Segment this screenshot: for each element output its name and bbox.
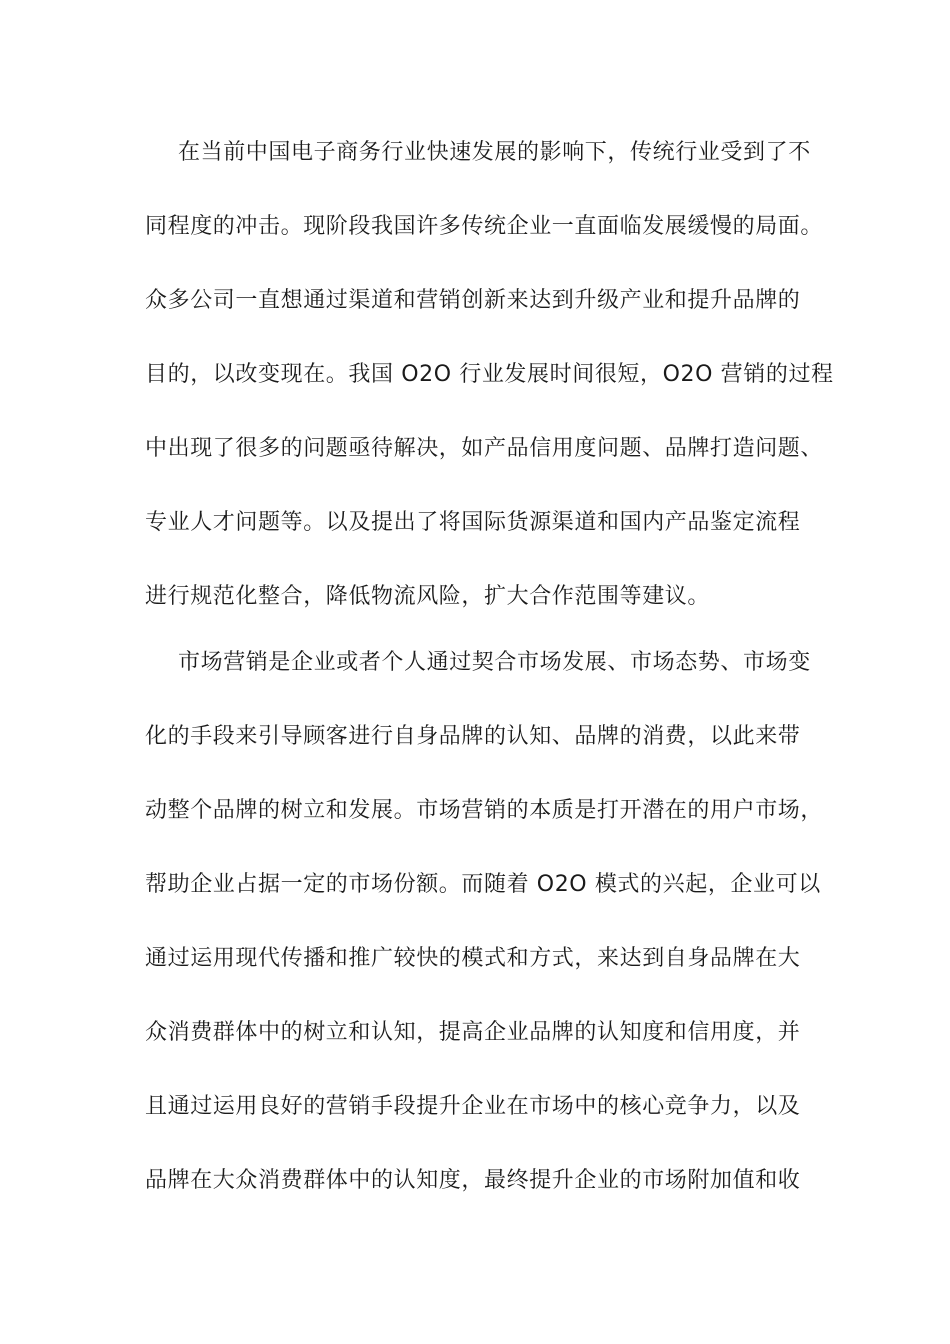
paragraph-2-line-1: 市场营销是企业或者个人通过契合市场发展、市场态势、市场变: [178, 650, 811, 675]
paragraph-2-line-7: 且通过运用良好的营销手段提升企业在市场中的核心竞争力，以及: [145, 1094, 801, 1119]
paragraph-1-line-7: 进行规范化整合，降低物流风险，扩大合作范围等建议。: [145, 584, 711, 609]
paragraph-2-line-5: 通过运用现代传播和推广较快的模式和方式，来达到自身品牌在大: [145, 946, 801, 971]
paragraph-1-line-6: 专业人才问题等。以及提出了将国际货源渠道和国内产品鉴定流程: [145, 510, 801, 535]
paragraph-2-line-6: 众消费群体中的树立和认知，提高企业品牌的认知度和信用度，并: [145, 1020, 801, 1045]
paragraph-1-line-4: 目的，以改变现在。我国 O2O 行业发展时间很短，O2O 营销的过程: [145, 362, 834, 387]
paragraph-1-line-5: 中出现了很多的问题亟待解决，如产品信用度问题、品牌打造问题、: [145, 436, 824, 461]
paragraph-1-line-3: 众多公司一直想通过渠道和营销创新来达到升级产业和提升品牌的: [145, 288, 801, 313]
paragraph-2-line-3: 动整个品牌的树立和发展。市场营销的本质是打开潜在的用户市场，: [145, 798, 824, 823]
paragraph-1-line-1: 在当前中国电子商务行业快速发展的影响下，传统行业受到了不: [178, 140, 811, 165]
paragraph-2-line-2: 化的手段来引导顾客进行自身品牌的认知、品牌的消费，以此来带: [145, 724, 801, 749]
paragraph-1-line-2: 同程度的冲击。现阶段我国许多传统企业一直面临发展缓慢的局面。: [145, 214, 824, 239]
paragraph-2-line-8: 品牌在大众消费群体中的认知度，最终提升企业的市场附加值和收: [145, 1168, 801, 1193]
paragraph-2-line-4: 帮助企业占据一定的市场份额。而随着 O2O 模式的兴起，企业可以: [145, 872, 821, 897]
